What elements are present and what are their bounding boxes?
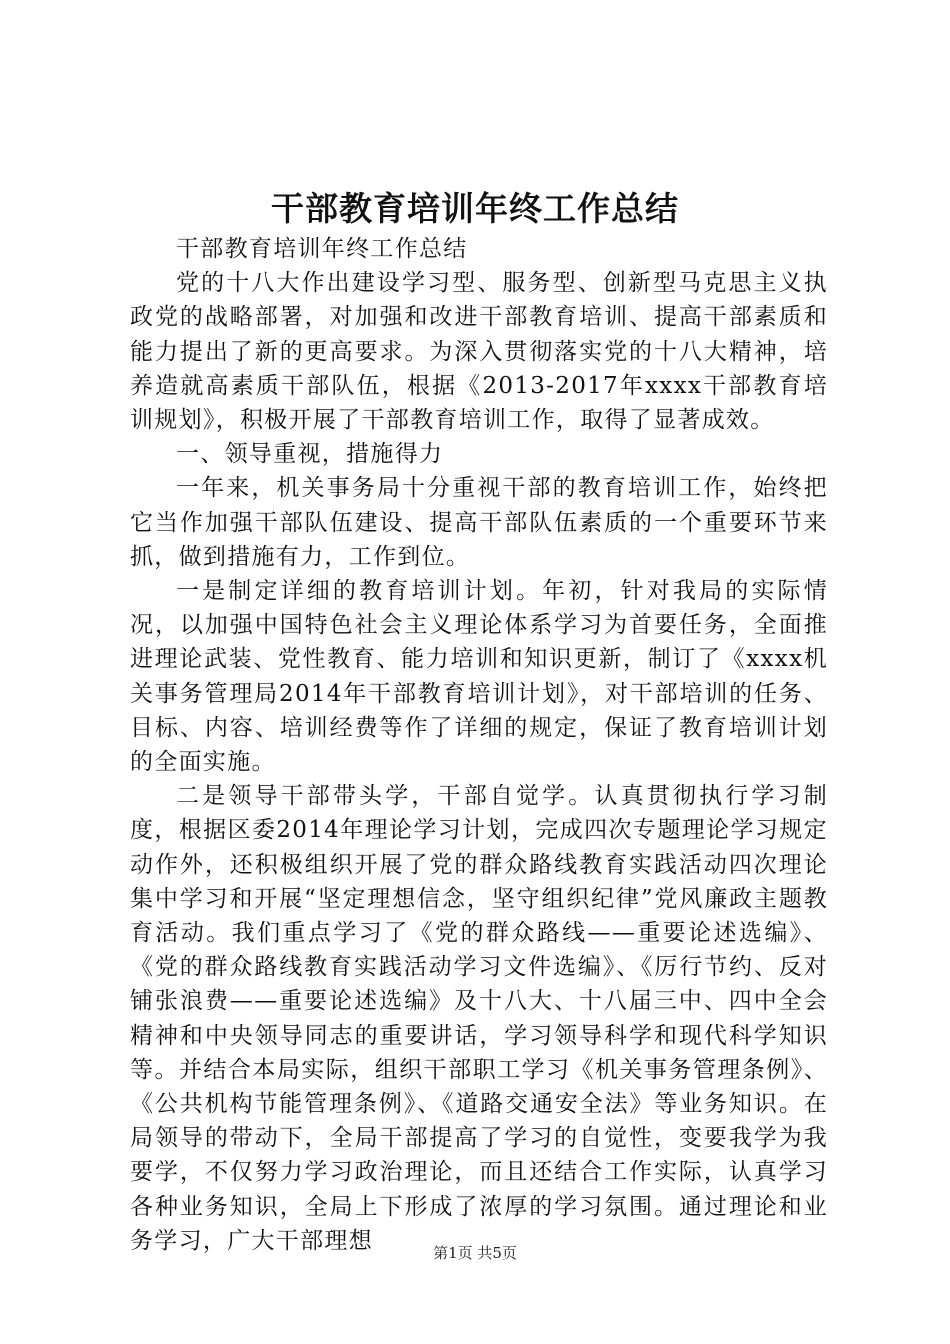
document-body: [130, 232, 828, 1258]
paragraph-overview: 一年来，机关事务局十分重视干部的教育培训工作，始终把它当作加强干部队伍建设、提高干部队伍素质的一个重要环节来抓，做到措施有力，工作到位。: [130, 475, 828, 570]
paragraph-subtitle: 干部教育培训年终工作总结: [176, 236, 468, 262]
paragraph-plan: 一是制定详细的教育培训计划。年初，针对我局的实际情况，以加强中国特色社会主义理论体系学习为首要任务，全面推进理论武装、党性教育、能力培训和知识更新，制订了《xxxx机关事务管理局2014年干部教育培训计划》，对干部培训的任务、目标、内容、培训经费等作了详细的规定，保证了教育培训计划的全面实施。: [130, 578, 828, 776]
paragraph-intro: 党的十八大作出建设学习型、服务型、创新型马克思主义执政党的战略部署，对加强和改进干部教育培训、提高干部素质和能力提出了新的更高要求。为深入贯彻落实党的十八大精神，培养造就高素质干部队伍，根据《2013-2017年xxxx干部教育培训规划》，积极开展了干部教育培训工作，取得了显著成效。: [130, 270, 828, 434]
paragraph-study: 二是领导干部带头学，干部自觉学。认真贯彻执行学习制度，根据区委2014年理论学习计划，完成四次专题理论学习规定动作外，还积极组织开展了党的群众路线教育实践活动四次理论集中学习和开展“坚定理想信念，坚守组织纪律”党风廉政主题教育活动。我们重点学习了《党的群众路线——重要论述选编》、《党的群众路线教育实践活动学习文件选编》、《厉行节约、反对铺张浪费——重要论述选编》及十八大、十八届三中、四中全会精神和中央领导同志的重要讲话，学习领导科学和现代科学知识等。并结合本局实际，组织干部职工学习《机关事务管理条例》、《公共机构节能管理条例》、《道路交通安全法》等业务知识。在局领导的带动下，全局干部提高了学习的自觉性，变要我学为我要学，不仅努力学习政治理论，而且还结合工作实际，认真学习各种业务知识，全局上下形成了浓厚的学习氛围。通过理论和业务学习，广大干部理想: [130, 783, 828, 1254]
document-title: 干部教育培训年终工作总结: [271, 189, 679, 228]
page-number-footer: 第1页 共5页: [433, 1244, 517, 1262]
section-heading-1: 一、领导重视，措施得力: [176, 441, 444, 468]
